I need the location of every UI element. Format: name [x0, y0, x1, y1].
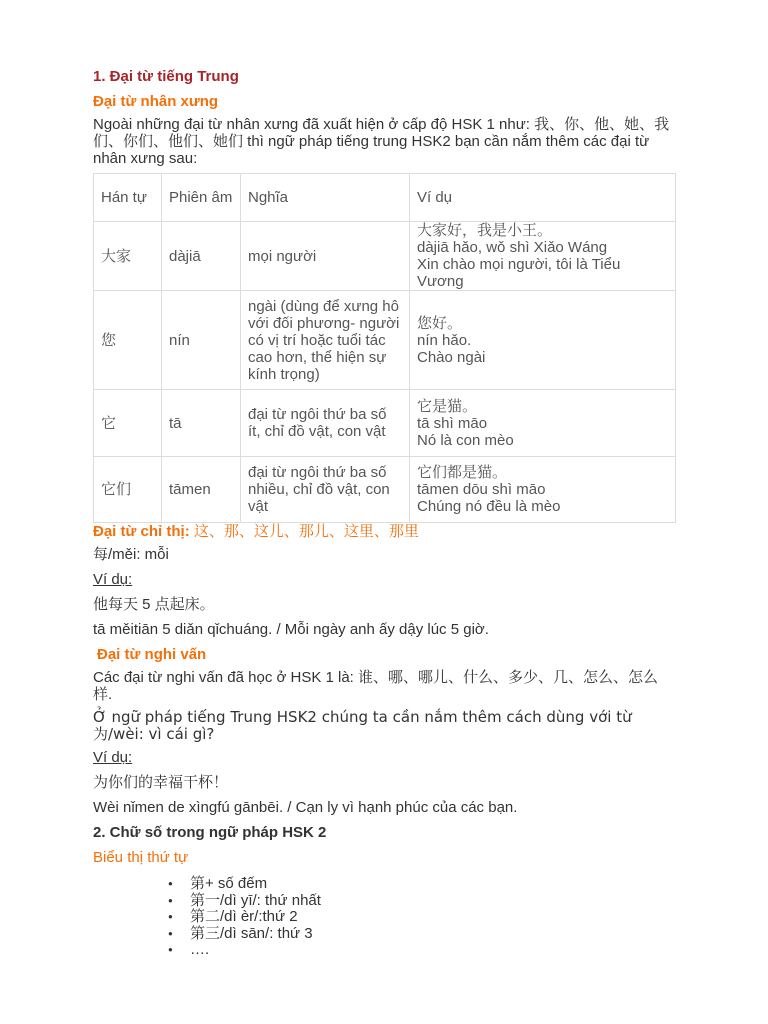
- ordinal-list: [166, 876, 676, 959]
- header-meaning: Nghĩa: [241, 174, 410, 222]
- example-han: 它是猫。: [417, 397, 478, 415]
- list-item: ● 第三/dì sān/: thứ 3: [166, 926, 676, 943]
- personal-pronoun-intro: Ngoài những đại từ nhân xưng đã xuất hiện ở cấp độ HSK 1 như: 我、你、他、她、我们、你们、他们、她们 thì ngữ pháp tiếng trung HSK2 bạn cần nắm thêm các đại từ nhân xưng sau:: [93, 116, 670, 167]
- cell-example: [410, 291, 676, 390]
- section1-title: 1. Đại từ tiếng Trung: [93, 68, 239, 85]
- example-pinyin: tāmen dōu shì māo: [417, 481, 546, 498]
- cell-meaning: mọi người: [241, 222, 410, 291]
- list-item: ● 第+ số đếm: [166, 876, 676, 893]
- table-row: [94, 390, 676, 457]
- cell-meaning: đại từ ngôi thứ ba số ít, chỉ đồ vật, con vật: [241, 390, 410, 457]
- example-han-sentence: 他每天 5 点起床。: [93, 596, 215, 613]
- example-translation: Chào ngài: [417, 348, 486, 366]
- example-han: 大家好，我是小王。: [417, 222, 553, 239]
- cell-han: 它: [94, 390, 162, 457]
- table-row: [94, 291, 676, 390]
- list-item: ● 第二/dì èr/:thứ 2: [166, 909, 676, 926]
- example-translation: Nó là con mèo: [417, 431, 514, 449]
- cell-han: 大家: [94, 222, 162, 291]
- example-pinyin: dàjiā hǎo, wǒ shì Xiǎo Wáng: [417, 239, 608, 256]
- cell-example: [410, 390, 676, 457]
- ordinal-subheading: Biểu thị thứ tự: [93, 849, 189, 866]
- cell-meaning: đại từ ngôi thứ ba số nhiều, chỉ đồ vật, con vật: [241, 457, 410, 523]
- example-han: 您好。: [417, 314, 463, 332]
- example-translation: Chúng nó đều là mèo: [417, 498, 561, 515]
- cell-han: 您: [94, 291, 162, 390]
- cell-pinyin: nín: [162, 291, 241, 390]
- cell-meaning: ngài (dùng để xưng hô với đối phương- người có vị trí hoặc tuổi tác cao hơn, thể hiện sự kính trọng): [241, 291, 410, 390]
- example-pinyin: tā shì māo: [417, 414, 488, 432]
- list-item: ● 第一/dì yī/: thứ nhất: [166, 893, 676, 910]
- interrogative-heading: Đại từ nghi vấn: [97, 646, 207, 663]
- cell-pinyin: tāmen: [162, 457, 241, 523]
- header-han: Hán tự: [94, 174, 162, 222]
- header-pinyin: Phiên âm: [162, 174, 241, 222]
- list-item: ● ….: [166, 942, 676, 959]
- demonstrative-heading-words: 这、那、这儿、那儿、这里、那里: [193, 523, 419, 540]
- interrogative-line2: Ở ngữ pháp tiếng Trung HSK2 chúng ta cần nắm thêm cách dùng với từ 为/wèi: vì cái gì?: [93, 708, 632, 743]
- table-row: [94, 222, 676, 291]
- example-han-sentence: 为你们的幸福干杯！: [93, 774, 229, 791]
- document-page: [93, 60, 676, 959]
- demonstrative-heading-label: Đại từ chỉ thị:: [93, 523, 194, 540]
- header-example: Ví dụ: [410, 174, 676, 222]
- cell-example: [410, 222, 676, 291]
- cell-pinyin: tā: [162, 390, 241, 457]
- table-row: [94, 457, 676, 523]
- table-header-row: [94, 174, 676, 222]
- example-pinyin: nín hǎo.: [417, 331, 472, 349]
- section2-title: 2. Chữ số trong ngữ pháp HSK 2: [93, 824, 327, 841]
- interrogative-line1: Các đại từ nghi vấn đã học ở HSK 1 là: 谁、哪、哪儿、什么、多少、几、怎么、怎么样.: [93, 669, 659, 703]
- cell-pinyin: dàjiā: [162, 222, 241, 291]
- example-label: Ví dụ:: [93, 749, 133, 766]
- example-translation: tā měitiān 5 diǎn qǐchuáng. / Mỗi ngày anh ấy dậy lúc 5 giờ.: [93, 621, 489, 638]
- pronoun-table: [93, 173, 676, 523]
- cell-example: [410, 457, 676, 523]
- example-han: 它们都是猫。: [417, 464, 508, 481]
- personal-pronoun-heading: Đại từ nhân xưng: [93, 93, 219, 110]
- demonstrative-line: 每/měi: mỗi: [93, 546, 169, 563]
- cell-han: 它们: [94, 457, 162, 523]
- demonstrative-heading: [93, 523, 676, 540]
- example-translation: Wèi nǐmen de xìngfú gānbēi. / Cạn ly vì hạnh phúc của các bạn.: [93, 799, 518, 816]
- example-label: Ví dụ:: [93, 571, 133, 588]
- example-translation: Xin chào mọi người, tôi là Tiểu Vương: [417, 256, 621, 290]
